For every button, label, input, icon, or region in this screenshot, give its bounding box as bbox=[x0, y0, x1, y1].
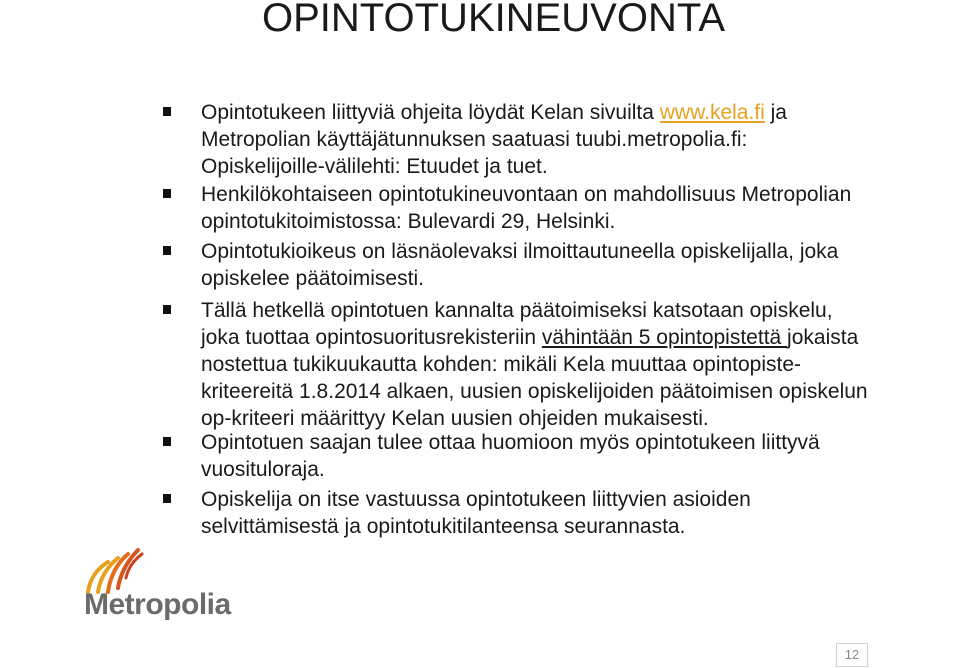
bullet-4-line-4: kriteereitä 1.8.2014 alkaen, uusien opiskelijoiden päätoimisen opiskelun bbox=[201, 380, 868, 403]
bullet-4-line-1: Tällä hetkellä opintotuen kannalta päätoimiseksi katsotaan opiskelu, bbox=[201, 299, 833, 322]
bullet-4-line-5: op-kriteeri määrittyy Kelan uusien ohjeiden mukaisesti. bbox=[201, 407, 709, 430]
bullet-5-line-2: vuosituloraja. bbox=[201, 458, 325, 481]
underlined-requirement: vähintään 5 opintopistettä bbox=[541, 326, 788, 349]
bullet-3-line-2: opiskelee päätoimisesti. bbox=[201, 267, 424, 290]
bullet-marker-icon bbox=[163, 107, 171, 116]
bullet-2-line-2: opintotukitoimistossa: Bulevardi 29, Helsinki. bbox=[201, 210, 616, 233]
bullet-1-line-3: Opiskelijoille-välilehti: Etuudet ja tuet. bbox=[201, 155, 548, 178]
bullet-4-line-3: nostettua tukikuukautta kohden: mikäli Kela muuttaa opintopiste- bbox=[201, 353, 802, 376]
bullet-6-line-1: Opiskelija on itse vastuussa opintotukeen liittyvien asioiden bbox=[201, 488, 751, 511]
bullet-marker-icon bbox=[163, 437, 171, 446]
bullet-2-line-1: Henkilökohtaiseen opintotukineuvontaan on mahdollisuus Metropolian bbox=[201, 183, 852, 206]
bullet-4-line-2: joka tuottaa opintosuoritusrekisteriin vähintään 5 opintopistettä jokaista bbox=[201, 326, 859, 349]
slide-title: OPINTOTUKINEUVONTA bbox=[262, 0, 726, 40]
bullet-marker-icon bbox=[163, 189, 171, 198]
kela-link[interactable]: www.kela.fi bbox=[659, 101, 765, 124]
bullet-marker-icon bbox=[163, 246, 171, 255]
bullet-3-line-1: Opintotukioikeus on läsnäolevaksi ilmoittautuneella opiskelijalla, joka bbox=[201, 240, 839, 263]
bullet-marker-icon bbox=[163, 494, 171, 503]
bullet-5-line-1: Opintotuen saajan tulee ottaa huomioon myös opintotukeen liittyvä bbox=[201, 431, 820, 454]
bullet-6-line-2: selvittämisestä ja opintotukitilanteensa seurannasta. bbox=[201, 515, 686, 538]
bullet-1-line-2: Metropolian käyttäjätunnuksen saatuasi tuubi.metropolia.fi: bbox=[201, 128, 748, 151]
bullet-1-line-1: Opintotukeen liittyviä ohjeita löydät Kelan sivuilta www.kela.fi ja bbox=[201, 101, 787, 124]
bullet-marker-icon bbox=[163, 305, 171, 314]
logo-wordmark: Metropolia bbox=[84, 588, 231, 621]
metropolia-logo bbox=[84, 548, 231, 621]
page-number: 12 bbox=[836, 643, 868, 667]
